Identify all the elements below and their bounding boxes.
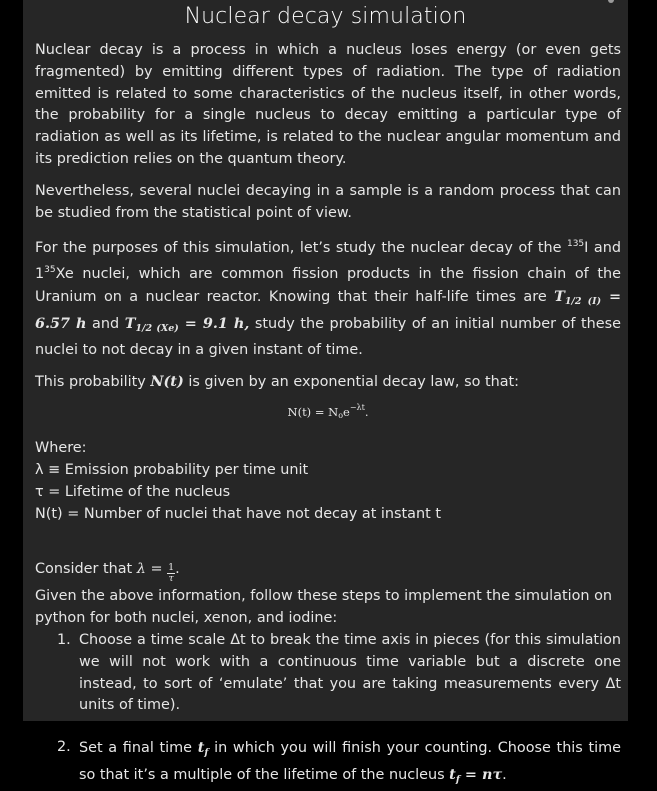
text-run: For the purposes of this simulation, let’s study the nuclear decay of the (35, 240, 567, 257)
math-symbol: t (449, 765, 456, 783)
definitions-list (35, 438, 621, 525)
fraction-numerator: 1 (168, 562, 175, 574)
math-symbol: t (197, 739, 205, 757)
equation-lhs: N(t) = N (287, 405, 339, 420)
list-text: Set a final time (79, 740, 198, 757)
lambda-symbol: λ (136, 561, 146, 578)
decay-law-equation (35, 398, 621, 426)
math-subscript: f (455, 773, 460, 785)
inverse-tau-fraction (167, 563, 175, 584)
math-symbol: T (124, 314, 136, 332)
document-body (35, 40, 621, 791)
list-item (35, 630, 621, 717)
list-text: . (502, 766, 507, 783)
xenon-symbol: Xe (55, 266, 74, 283)
steps-list (35, 630, 621, 791)
math-subscript: f (204, 747, 209, 759)
probability-paragraph (35, 371, 621, 394)
text-run: Consider that (35, 561, 137, 578)
intro-paragraph: Nuclear decay is a process in which a nucleus loses energy (or even gets fragmented) by emitting different types of radiation. The type of radiation emitted is related to some characteristics of the nucleus itself, in other words, the probability for a single nucleus to decay emitting a particular type of radiation as well as its lifetime, is related to the nuclear angular momentum and its prediction relies on the quantum theory. (35, 42, 621, 167)
list-text: in which you will finish your counting. Choose this time so that it’s a multiple of the lifetime of the nucleus (79, 740, 622, 783)
math-subscript: 1/2 (Xe) (135, 322, 179, 334)
equation-subscript: o (338, 411, 344, 421)
math-subscript: 1/2 (I) (564, 295, 602, 307)
text-run: . (175, 561, 180, 578)
equation-exponent: −λt (349, 403, 365, 413)
fraction-denominator: τ (168, 573, 174, 585)
half-life-paragraph (35, 234, 621, 361)
text-run: nuclei, which are common fission products in the fission chain of the Uranium on a nuclear reactor. Knowing that their half-life times are (35, 266, 621, 305)
statistical-paragraph: Nevertheless, several nuclei decaying in a sample is a random process that can be studied from the statistical point of view. (35, 182, 621, 221)
iodine-symbol: I and 1 (35, 240, 621, 283)
math-value: = 9.1 h, (178, 314, 250, 332)
page-title: Nuclear decay simulation (184, 4, 467, 29)
math-symbol: T (554, 287, 565, 305)
text-run: study the probability of an initial number of these nuclei to not decay in a given instant of time. (35, 315, 621, 358)
xenon-half-life (125, 315, 250, 332)
math-value: = 6.57 h (35, 287, 621, 332)
equation-base: e (343, 405, 350, 420)
equation-end: . (364, 405, 369, 420)
lambda-definition: λ ≡ Emission probability per time unit (35, 461, 309, 478)
text-run: and (86, 315, 125, 332)
math-value: = nτ (459, 765, 503, 783)
consider-line (35, 559, 621, 584)
text-run: is given by an exponential decay law, so that: (183, 374, 520, 391)
list-text: Choose a time scale Δt to break the time axis in pieces (for this simulation we will not work with a continuous time variable but a discrete one instead, to sort of ‘emulate’ that you are taking measurements every Δt units of time). (79, 631, 621, 714)
n-of-t-symbol: N(t) (150, 373, 184, 391)
tau-definition: τ = Lifetime of the nucleus (35, 483, 231, 500)
tf-symbol (197, 739, 209, 759)
tf-equation (449, 766, 502, 783)
where-heading: Where: (35, 440, 87, 457)
text-run: This probability (35, 374, 151, 391)
list-item (35, 737, 621, 791)
xenon-mass-number: 35 (44, 265, 56, 276)
iodine-mass-number: 135 (566, 239, 585, 250)
n-definition: N(t) = Number of nuclei that have not decay at instant t (35, 505, 441, 522)
list-number: 1. (57, 631, 71, 648)
spacer (35, 535, 621, 559)
equals-sign: = (145, 561, 168, 578)
list-number: 2. (57, 739, 71, 756)
given-paragraph: Given the above information, follow these steps to implement the simulation on python for both nuclei, xenon, and iodine: (35, 588, 613, 627)
